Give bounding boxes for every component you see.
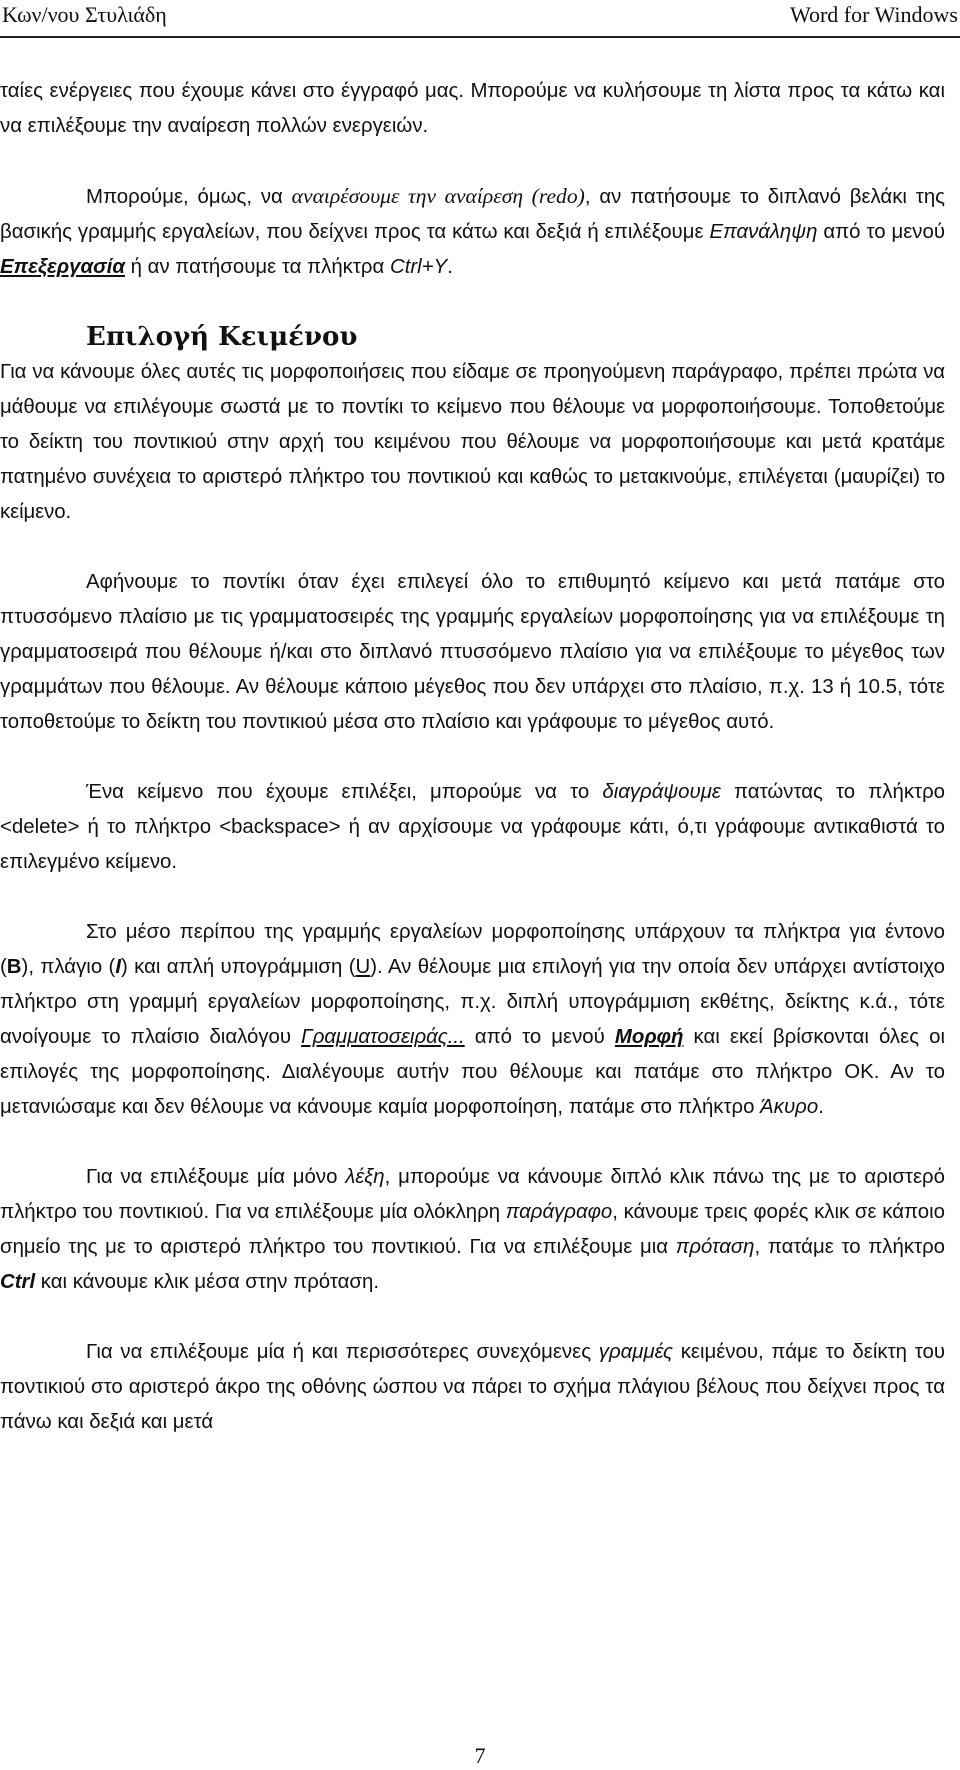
header-author: Κων/νου Στυλιάδη [2, 2, 167, 27]
paragraph-text: ή αν πατήσουμε τα πλήκτρα [124, 256, 390, 278]
paragraph-text: από το μενού [464, 1026, 615, 1048]
paragraph-text: ), πλάγιο ( [21, 956, 116, 978]
paragraph-3 [0, 355, 945, 530]
paragraph-6 [0, 915, 945, 1125]
paragraph-text: , μπορούμε να κάνουμε διπλό κλικ πάνω της με το αριστερό πλήκτρο του ποντικιού. Για να επιλέξουμε μία ολόκληρη [0, 1166, 945, 1223]
paragraph-text: . [818, 1096, 824, 1118]
paragraph-text: Για να επιλέξουμε μία ή και περισσότερες συνεχόμενες [86, 1341, 599, 1363]
bold-label: B [6, 956, 22, 978]
paragraph-text: Μπορούμε, όμως, να [86, 186, 292, 208]
paragraph-text: ή το πλήκτρο [79, 816, 220, 838]
document-body [0, 74, 945, 1440]
underline-label: U [355, 956, 371, 978]
key-backspace: <backspace> [219, 816, 341, 838]
paragraph-7 [0, 1160, 945, 1300]
menu-name-edit: Επεξεργασία [0, 256, 125, 278]
paragraph-text: . [447, 256, 453, 278]
paragraph-text: Ένα κείμενο που έχουμε επιλέξει, μπορούμε να το [86, 781, 603, 803]
paragraph-text: από το μενού [817, 221, 945, 243]
keys-ctrl-y: Ctrl+Y [389, 256, 448, 278]
menu-name-format: Μορφή [614, 1026, 684, 1048]
paragraph-text: Για να κάνουμε όλες αυτές τις μορφοποιήσεις που είδαμε σε προηγούμενη παράγραφο, πρέπει πρώτα να μάθουμε να επιλέγουμε σωστά με το ποντίκι το κείμενο που θέλουμε να μορφοποιήσουμε. Τοποθετούμε το δείκτη του ποντικιού στην αρχή του κειμένου που θέλουμε να μορφοποιήσουμε και μετά κρατάμε πατημένο συνέχεια το αριστερό πλήκτρο του ποντικιού και καθώς το μετακινούμε, επιλέγεται (μαυρίζει) το κείμενο. [0, 361, 945, 523]
paragraph-text: πατώντας το πλήκτρο [720, 781, 946, 803]
emphasis-lines: γραμμές [598, 1341, 673, 1363]
paragraph-text: , αν πατήσουμε το διπλανό βελάκι της βασικής γραμμής εργαλείων, που δείχνει προς τα κάτω και δεξιά ή επιλέξουμε [0, 186, 945, 243]
paragraph-8 [0, 1335, 945, 1440]
paragraph-text: ή αν αρχίσουμε να γράφουμε κάτι, ό,τι γράφουμε αντικαθιστά το επιλεγμένο κείμενο. [0, 816, 946, 873]
paragraph-text: Για να επιλέξουμε μία μόνο [86, 1166, 346, 1188]
paragraph-2 [0, 179, 945, 285]
page-number: 7 [474, 1743, 486, 1768]
emphasis-repeat: Επανάληψη [709, 221, 818, 243]
paragraph-text: ) και απλή υπογράμμιση ( [121, 956, 356, 978]
dialog-name-font: Γραμματοσειράς... [301, 1026, 465, 1048]
button-name-cancel: Άκυρο [760, 1096, 819, 1118]
paragraph-text: ταίες ενέργειες που έχουμε κάνει στο έγγραφό μας. Μπορούμε να κυλήσουμε τη λίστα προς τα κάτω και να επιλέξουμε την αναίρεση πολλών ενεργειών. [0, 80, 945, 137]
key-ctrl: Ctrl [0, 1271, 36, 1293]
section-heading: Επιλογή Κειμένου [86, 322, 358, 352]
paragraph-text: ). Αν θέλουμε μια επιλογή για την οποία δεν υπάρχει αντίστοιχο πλήκτρο στη γραμμή εργαλείων μορφοποίησης, π.χ. διπλή υπογράμμιση εκθέτης, δείκτης κ.ά., τότε ανοίγουμε το πλαίσιο διαλόγου [0, 956, 945, 1048]
emphasis-paragraph: παράγραφο [505, 1201, 613, 1223]
page-header [0, 0, 960, 38]
emphasis-word: λέξη [345, 1166, 385, 1188]
italic-label: I [115, 956, 121, 978]
paragraph-text: , πατάμε το πλήκτρο [754, 1236, 946, 1258]
header-title: Word for Windows [789, 2, 958, 27]
emphasis-redo: αναιρέσουμε την αναίρεση (redo) [291, 184, 585, 208]
key-delete: <delete> [0, 816, 80, 838]
paragraph-text: Αφήνουμε το ποντίκι όταν έχει επιλεγεί όλο το επιθυμητό κείμενο και μετά πατάμε στο πτυσσόμενο πλαίσιο με τις γραμματοσειρές της γραμμής εργαλείων μορφοποίησης για να επιλέξουμε τη γραμματοσειρά που θέλουμε ή/και στο διπλανό πτυσσόμενο πλαίσιο για να επιλέξουμε το μέγεθος των γραμμάτων που θέλουμε. Αν θέλουμε κάποιο μέγεθος που δεν υπάρχει στο πλαίσιο, π.χ. 13 ή 10.5, τότε τοποθετούμε το δείκτη του ποντικιού μέσα στο πλαίσιο και γράφουμε το μέγεθος αυτό. [0, 571, 945, 733]
paragraph-text: και εκεί βρίσκονται όλες οι επιλογές της μορφοποίησης. Διαλέγουμε αυτήν που θέλουμε και πατάμε στο πλήκτρο ΟΚ. Αν το μετανιώσαμε και δεν θέλουμε να κάνουμε καμία μορφοποίηση, πατάμε στο πλήκτρο [0, 1026, 945, 1118]
paragraph-4 [0, 565, 945, 740]
paragraph-text: , κάνουμε τρεις φορές κλικ σε κάποιο σημείο της με το αριστερό πλήκτρο του ποντικιού. Για να επιλέξουμε μια [0, 1201, 945, 1258]
paragraph-text: και κάνουμε κλικ μέσα στην πρόταση. [35, 1271, 380, 1293]
emphasis-sentence: πρόταση [675, 1236, 755, 1258]
paragraph-text: κειμένου, πάμε το δείκτη του ποντικιού στο αριστερό άκρο της οθόνης ώσπου να πάρει το σχήμα πλάγιου βέλους που δείχνει προς τα πάνω και δεξιά και μετά [0, 1341, 945, 1433]
paragraph-5 [0, 775, 945, 880]
paragraph-1 [0, 74, 945, 144]
emphasis-delete: διαγράψουμε [602, 781, 721, 803]
paragraph-text: Στο μέσο περίπου της γραμμής εργαλείων μορφοποίησης υπάρχουν τα πλήκτρα για έντονο ( [0, 921, 945, 978]
